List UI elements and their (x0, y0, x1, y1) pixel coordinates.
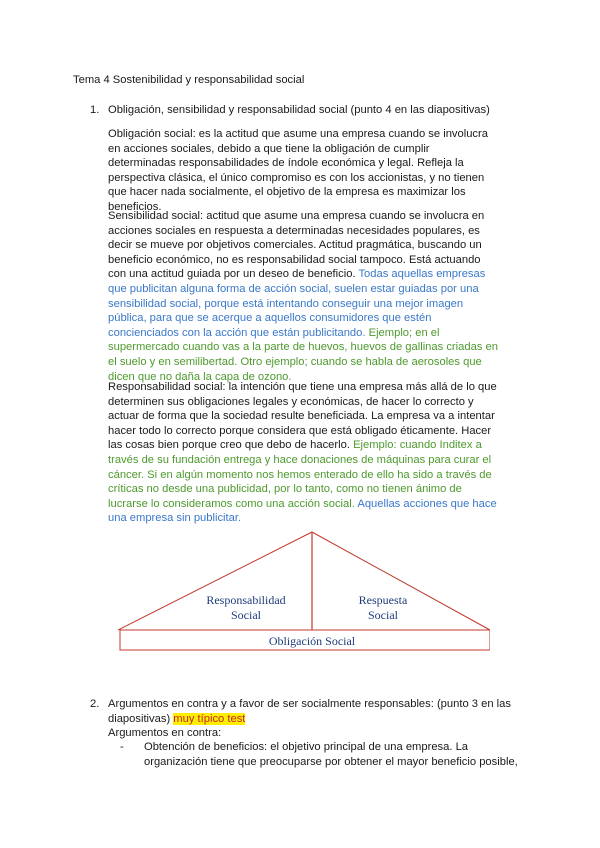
sensibilidad-text: Sensibilidad social: actitud que asume una empresa cuando se involucra en acciones sociales en respuesta a determinadas necesidades populares, es decir se mueve por objetivos comerciales. Actitud pragmática, buscando un beneficio económico, no es responsabilidad social tampoco. Está actuando con una actitud guiada por un deseo de beneficio. (108, 210, 485, 281)
section-2-heading-text: Argumentos en contra y a favor de ser socialmente responsables: (punto 3 en las diapositivas) (108, 698, 511, 725)
diagram-right-label-2: Social (368, 608, 398, 622)
diagram-left-slope (118, 532, 312, 630)
arguments-against-heading: Argumentos en contra: (108, 727, 222, 739)
paragraph-obligacion-social: Obligación social: es la actitud que asume una empresa cuando se involucra en acciones sociales, debido a que tiene la obligación de cumplir determinadas responsabilidades de índole económica y legal. Refleja la perspectiva clásica, el único compromiso es con los accionistas, y no tienen que hacer nada socialmente, el objetivo de la empresa es maximizar los beneficios. (108, 128, 488, 213)
social-responsibility-diagram (118, 530, 490, 660)
diagram-left-label-2: Social (231, 608, 261, 622)
section-1-heading (90, 103, 490, 118)
list-item (120, 740, 520, 769)
diagram-right-slope (312, 532, 490, 630)
document-title: Tema 4 Sostenibilidad y responsabilidad social (73, 74, 305, 86)
section-2-number: 2. (90, 698, 100, 710)
section-1-heading-text: Obligación, sensibilidad y responsabilidad social (punto 4 en las diapositivas) (108, 104, 490, 116)
responsabilidad-text: Responsabilidad social: la intención que tiene una empresa más allá de lo que determinen sus obligaciones legales y económicas, de hacer lo correcto y actuar de forma que la sociedad resulte beneficiada. La empresa va a intentar hacer todo lo correcto porque considera que está obligado éticamente. Hacer las cosas bien porque creo que debo de hacerlo. (108, 381, 497, 452)
responsabilidad-note-blue: Aquellas acciones que hace una empresa sin publicitar. (108, 497, 497, 525)
diagram-left-label-1: Responsabilidad (206, 593, 286, 607)
diagram-base-label: Obligación Social (268, 634, 356, 648)
section-1-number: 1. (90, 104, 100, 116)
sensibilidad-note-blue: Todas aquellas empresas que publicitan alguna forma de acción social, suelen estar guiadas por una sensibilidad social, porque está intentando conseguir una mejor imagen pública, para que se acerque a aquellos consumidores que estén concienciados con la acción que están publicitando. (108, 268, 486, 339)
bullet-dash: - (120, 741, 124, 753)
paragraph-sensibilidad-social (108, 209, 500, 384)
bullet-text: Obtención de beneficios: el objetivo principal de una empresa. La organización tiene que preocuparse por obtener el mayor beneficio posible, (144, 741, 518, 768)
diagram-right-label-1: Respuesta (358, 593, 408, 607)
highlight-note: muy típico test (173, 712, 246, 725)
sensibilidad-example-green: Ejemplo; en el supermercado cuando vas a la parte de huevos, huevos de gallinas criadas en el suelo y en semilibertad. Otro ejemplo; cuando se habla de aerosoles que dicen que no daña la capa de ozono. (108, 326, 498, 383)
paragraph-responsabilidad-social (108, 380, 500, 526)
responsabilidad-example-green: Ejemplo: cuando Inditex a través de su fundación entrega y hace donaciones de máquinas para curar el cáncer. Si en algún momento nos hemos enterado de ello ha sido a través de críticas no desde una publicidad, por lo tanto, como no tienen ánimo de lucrarse lo consideramos como una acción social. (108, 439, 492, 510)
section-2-heading (90, 697, 530, 726)
